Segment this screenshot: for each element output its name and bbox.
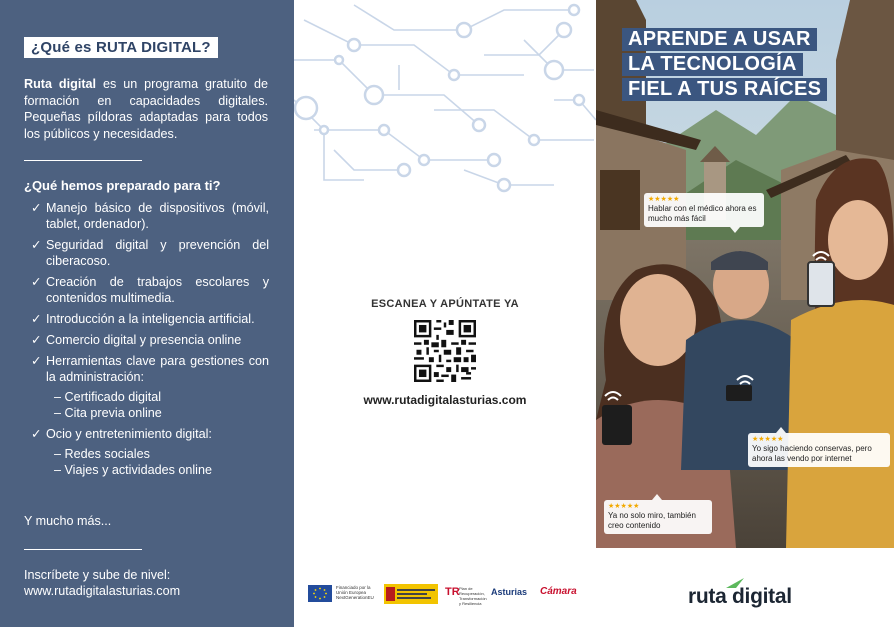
offer-item <box>31 274 269 306</box>
checkmark-icon: ✓ <box>31 427 42 441</box>
circuit-decoration <box>294 0 596 200</box>
divider <box>24 549 142 550</box>
checkmark-icon: ✓ <box>31 201 42 215</box>
signup-text <box>24 567 180 599</box>
recovery-plan-logo: TR <box>445 586 460 598</box>
offer-item <box>31 353 269 421</box>
checkmark-icon: ✓ <box>31 333 42 347</box>
testimonial-text: Ya no solo miro, también creo contenido <box>608 511 696 530</box>
qr-code[interactable] <box>414 320 476 382</box>
rating-stars-icon: ★★★★★ <box>608 503 640 510</box>
offer-item-text: Creación de trabajos escolares y contenidos multimedia. <box>46 275 269 305</box>
offer-item-text: Comercio digital y presencia online <box>46 333 242 347</box>
offer-subitem: – Redes sociales <box>54 447 150 461</box>
offer-item-text: Seguridad digital y prevención del ciberacoso. <box>46 238 269 268</box>
headline-line: FIEL A TUS RAÍCES <box>622 78 827 101</box>
offer-item <box>31 200 269 232</box>
eu-funding-text: Financiado por la Unión Europea NextGenerationEU <box>336 585 374 600</box>
signup-url-link[interactable]: www.rutadigitalasturias.com <box>24 584 181 598</box>
offer-item-text: Herramientas clave para gestiones con la administración: <box>46 354 269 384</box>
camara-logo: Cámara <box>540 586 577 597</box>
offer-item-text: Manejo básico de dispositivos (móvil, tablet, ordenador). <box>46 201 269 231</box>
sponsor-logos <box>308 583 592 605</box>
qr-panel <box>294 0 596 627</box>
what-is-title: ¿Qué es RUTA DIGITAL? <box>24 37 218 58</box>
offer-item-text: Ocio y entretenimiento digital: <box>46 427 212 441</box>
testimonial-bubble <box>644 193 764 227</box>
testimonial-bubble <box>748 433 890 467</box>
website-link[interactable]: www.rutadigitalasturias.com <box>363 393 527 407</box>
rating-stars-icon: ★★★★★ <box>752 436 784 443</box>
testimonial-bubble <box>604 500 712 534</box>
headline-line: APRENDE A USAR <box>622 28 817 51</box>
recovery-plan-text: Plan de Recuperación, Transformación y Resiliencia <box>459 586 487 606</box>
cover-panel <box>596 0 894 627</box>
checkmark-icon: ✓ <box>31 275 42 289</box>
checkmark-icon: ✓ <box>31 238 42 252</box>
offer-sublist <box>54 446 269 478</box>
offer-list <box>31 200 269 483</box>
offer-item <box>31 311 269 327</box>
intro-paragraph <box>24 76 268 142</box>
more-text: Y mucho más... <box>24 514 112 528</box>
offer-sublist <box>54 389 269 421</box>
headline-line: LA TECNOLOGÍA <box>622 53 803 76</box>
signup-line: Inscríbete y sube de nivel: <box>24 568 171 582</box>
offer-subitem: – Certificado digital <box>54 390 162 404</box>
intro-program-name: Ruta digital <box>24 77 97 91</box>
divider <box>24 160 142 161</box>
offer-item <box>31 426 269 478</box>
intro-text: es un programa gratuito de formación en capacidades digitales. Pequeñas píldoras adaptadas para todos los públicos y necesidades. <box>24 77 268 141</box>
brand-logo: ruta digital <box>688 585 792 608</box>
info-panel <box>0 0 294 627</box>
scan-label: ESCANEA Y APÚNTATE YA <box>371 298 519 310</box>
testimonial-text: Hablar con el médico ahora es mucho más fácil <box>648 204 757 223</box>
offer-item <box>31 237 269 269</box>
headline <box>622 28 827 103</box>
asturias-logo: Asturias <box>491 587 528 597</box>
offer-item-text: Introducción a la inteligencia artificial. <box>46 312 255 326</box>
eu-flag-icon <box>308 585 332 602</box>
offer-item <box>31 332 269 348</box>
offer-subitem: – Viajes y actividades online <box>54 463 212 477</box>
government-logo <box>384 584 438 604</box>
testimonial-text: Yo sigo haciendo conservas, pero ahora las vendo por internet <box>752 444 872 463</box>
rating-stars-icon: ★★★★★ <box>648 196 680 203</box>
checkmark-icon: ✓ <box>31 312 42 326</box>
checkmark-icon: ✓ <box>31 354 42 368</box>
offer-subitem: – Cita previa online <box>54 406 162 420</box>
prepared-title: ¿Qué hemos preparado para ti? <box>24 178 221 193</box>
